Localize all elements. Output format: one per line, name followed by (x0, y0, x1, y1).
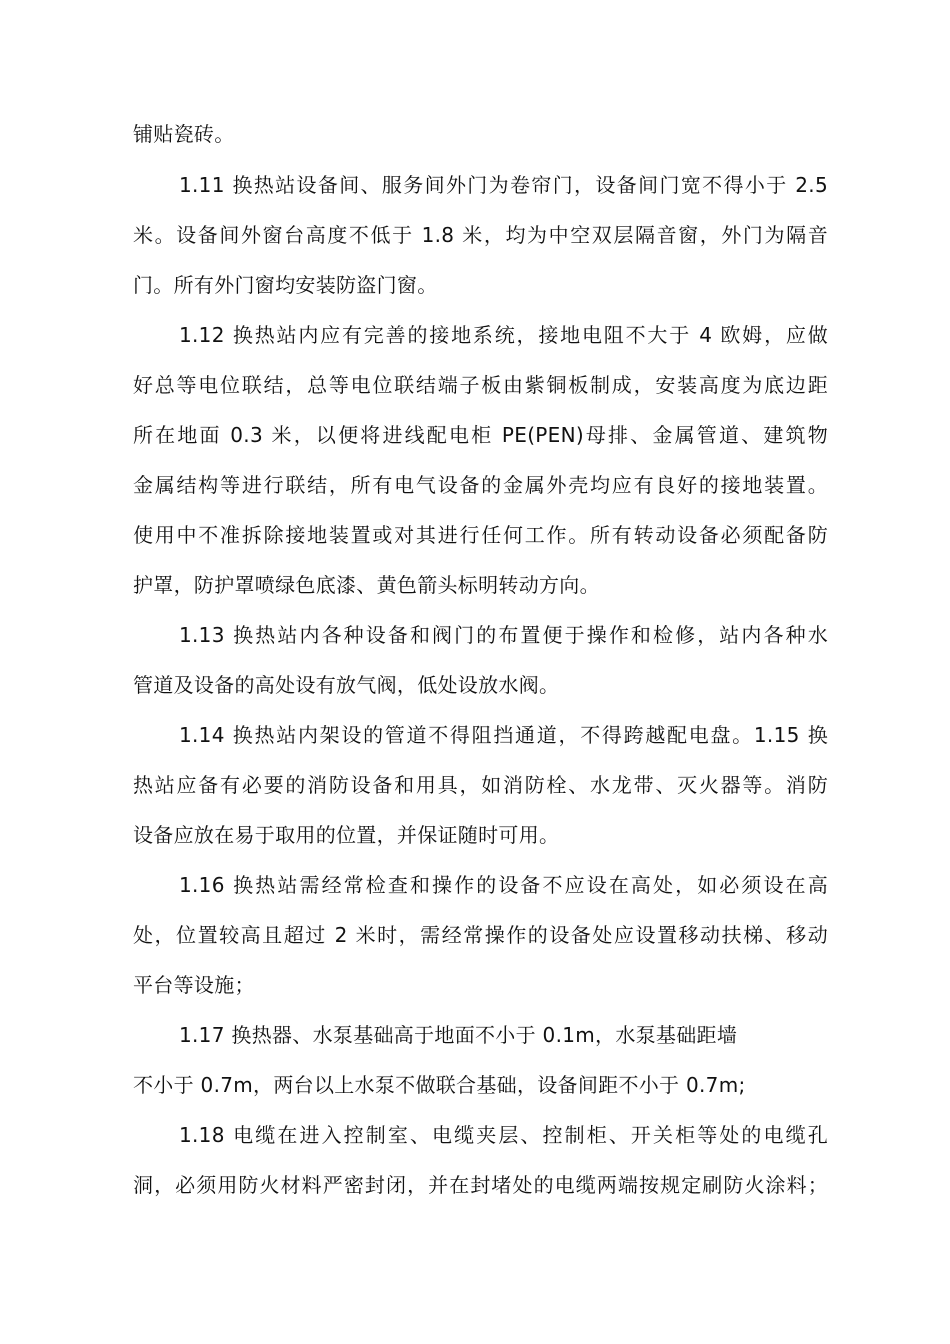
text-line: 1.18 电缆在进入控制室、电缆夹层、控制柜、开关柜等处的电缆孔 (179, 1123, 828, 1147)
text-line: 热站应备有必要的消防设备和用具，如消防栓、水龙带、灭火器等。消防 (133, 773, 828, 797)
text-line: 1.14 换热站内架设的管道不得阻挡通道，不得跨越配电盘。1.15 换 (179, 723, 828, 747)
text-line: 1.13 换热站内各种设备和阀门的布置便于操作和检修，站内各种水 (179, 623, 828, 647)
text-line: 铺贴瓷砖。 (133, 122, 235, 146)
text-line: 管道及设备的高处设有放气阀，低处设放水阀。 (133, 673, 560, 697)
text-line: 米。设备间外窗台高度不低于 1.8 米，均为中空双层隔音窗，外门为隔音 (133, 223, 828, 247)
text-line: 好总等电位联结，总等电位联结端子板由紫铜板制成，安装高度为底边距 (133, 373, 828, 397)
text-line: 设备应放在易于取用的位置，并保证随时可用。 (133, 823, 560, 847)
text-line: 门。所有外门窗均安装防盗门窗。 (133, 273, 438, 297)
text-line: 金属结构等进行联结，所有电气设备的金属外壳均应有良好的接地装置。 (133, 473, 828, 497)
text-line: 1.16 换热站需经常检查和操作的设备不应设在高处，如必须设在高 (179, 873, 828, 897)
text-line: 处，位置较高且超过 2 米时，需经常操作的设备处应设置移动扶梯、移动 (133, 923, 828, 947)
text-line: 所在地面 0.3 米，以便将进线配电柜 PE(PEN)母排、金属管道、建筑物 (133, 423, 828, 447)
text-line: 1.12 换热站内应有完善的接地系统，接地电阻不大于 4 欧姆，应做 (179, 323, 828, 347)
text-line: 1.11 换热站设备间、服务间外门为卷帘门，设备间门宽不得小于 2.5 (179, 173, 828, 197)
text-line: 洞，必须用防火材料严密封闭，并在封堵处的电缆两端按规定刷防火涂料； (133, 1173, 828, 1197)
text-line: 不小于 0.7m，两台以上水泵不做联合基础，设备间距不小于 0.7m; (133, 1073, 746, 1097)
text-line: 护罩，防护罩喷绿色底漆、黄色箭头标明转动方向。 (133, 573, 600, 597)
text-line: 1.17 换热器、水泵基础高于地面不小于 0.1m，水泵基础距墙 (179, 1023, 738, 1047)
text-line: 平台等设施； (133, 973, 255, 997)
text-line: 使用中不准拆除接地装置或对其进行任何工作。所有转动设备必须配备防 (133, 523, 828, 547)
